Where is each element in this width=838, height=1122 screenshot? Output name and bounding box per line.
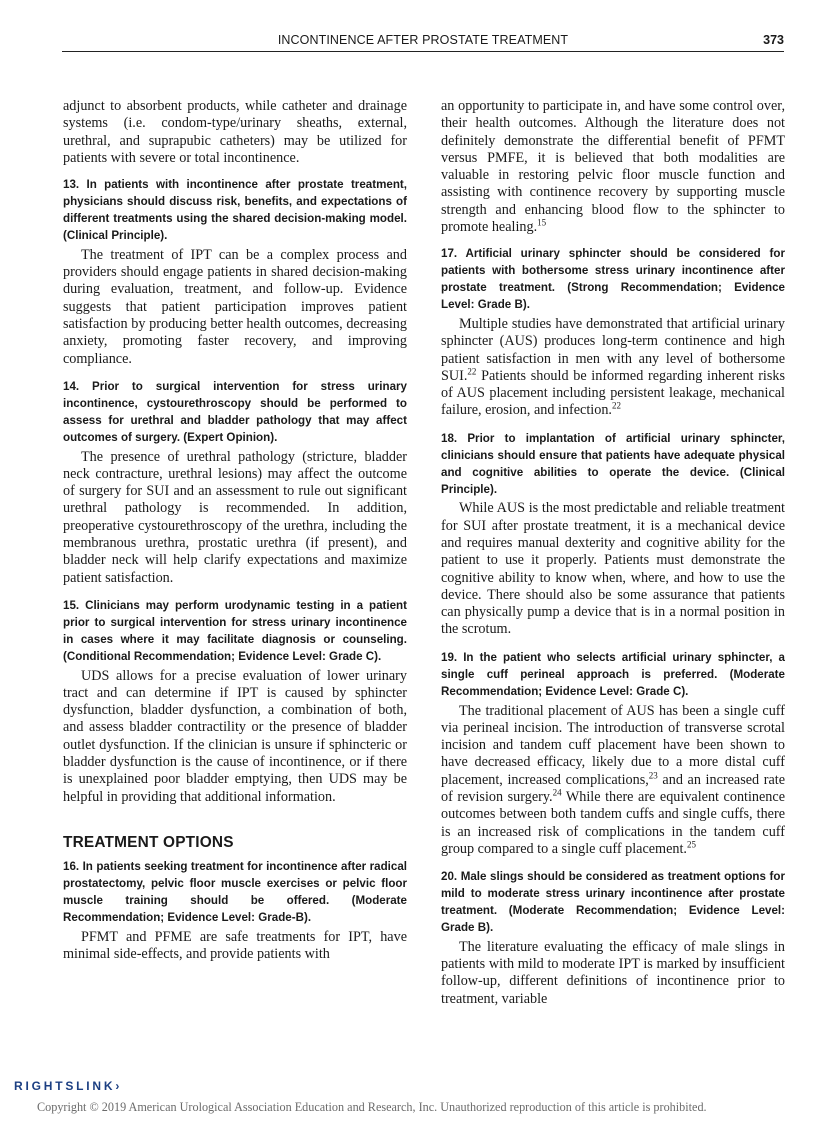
left-column: [63, 98, 407, 963]
paragraph-18: While AUS is the most predictable and reliable treatment for SUI after prostate treatment, it is a mechanical device and requires manual dexterity and cognitive ability for the patient to use it properly. Patients must demonstrate the cognitive ability to know when, where, and how to use the device. There should also be some assurance that patients can physically pump a device that is in a normal position in the scrotum.: [441, 500, 785, 638]
paragraph-14: The presence of urethral pathology (stricture, bladder neck contracture, urethral lesions) may affect the outcome of surgery for SUI and an assessment to rule out significant urethral pathology is recommended. In addition, preoperative cystourethroscopy of the urethra, including the membranous urethra, prostatic urethra (if present), and bladder neck will help clarify expectations and maximize patient satisfaction.: [63, 448, 407, 586]
paragraph-13: The treatment of IPT can be a complex process and providers should engage patients in shared decision-making during evaluation, treatment, and follow-up. Evidence suggests that patient participation improves patient satisfaction by producing better health outcomes, decreasing anxiety, promoting faster recovery, and improving compliance.: [63, 246, 407, 367]
citation-22: 22: [611, 400, 621, 411]
citation-23: 23: [648, 769, 658, 780]
paragraph-19: The traditional placement of AUS has been a single cuff via perineal incision. The introduction of transverse scrotal incision and tandem cuff placement have been shown to have decreased efficacy, likely due to a more distal cuff placement, increased complications,$^{23}$ and an increased rate of revision surgery.$^{24}$ While there are equivalent continence outcomes between both tandem cuffs and single cuffs, there is an increased risk of complications in the tandem cuff group compared to a single cuff placement.$^{25}$: [441, 702, 785, 857]
rightslink-arrow-icon: ›: [115, 1079, 123, 1093]
paragraph-17: Multiple studies have demonstrated that artificial urinary sphincter (AUS) produces long-term continence and high patient satisfaction in men with any level of bothersome SUI.$^{22}$ Patients should be informed regarding inherent risks of AUS placement including persistent leakage, mechanical failure, erosion, and infection.$^{22}$: [441, 316, 785, 419]
guideline-statement-14: 14. Prior to surgical intervention for stress urinary incontinence, cystourethroscopy should be performed to assess for urethral and bladder pathology that may affect outcomes of surgery. (Expert Opinion).: [63, 379, 407, 444]
right-column: [441, 98, 785, 1008]
paragraph-continued: adjunct to absorbent products, while catheter and drainage systems (i.e. condom-type/urinary sheaths, external, urethral, and suprapubic catheters) may be utilized for patients with severe or total incontinence.: [63, 98, 407, 166]
copyright-notice: Copyright © 2019 American Urological Association Education and Research, Inc. Unauthorized reproduction of this article is prohibited.: [37, 1100, 707, 1114]
running-header: [62, 33, 784, 49]
citation-22: 22: [467, 366, 477, 377]
paragraph-15: UDS allows for a precise evaluation of lower urinary tract and can determine if IPT is caused by sphincter dysfunction, bladder dysfunction, a combination of both, and assess bladder contractility or the presence of bladder outlet dysfunction. If the clinician is unsure if sphincteric or bladder dysfunction is the cause of incontinence, or if there is unexplained poor bladder emptying, then UDS may be helpful in providing that additional information.: [63, 667, 407, 805]
guideline-statement-18: 18. Prior to implantation of artificial urinary sphincter, clinicians should ensure that patients have adequate physical and cognitive abilities to operate the device. (Clinical Principle).: [441, 431, 785, 496]
page-number: 373: [763, 33, 784, 47]
running-title: INCONTINENCE AFTER PROSTATE TREATMENT: [277, 33, 569, 47]
section-heading-treatment-options: TREATMENT OPTIONS: [63, 833, 234, 851]
citation-24: 24: [552, 787, 562, 798]
guideline-statement-17: 17. Artificial urinary sphincter should be considered for patients with bothersome stress urinary incontinence after prostate treatment. (Strong Recommendation; Evidence Level: Grade B).: [441, 247, 785, 312]
rightslink-logo: RIGHTSLINK›: [14, 1079, 123, 1093]
citation-25: 25: [686, 839, 696, 850]
guideline-statement-20: 20. Male slings should be considered as treatment options for mild to moderate stress urinary incontinence after prostate treatment. (Moderate Recommendation; Evidence Level: Grade B).: [441, 870, 785, 934]
paragraph-continued-right: an opportunity to participate in, and have some control over, their health outcomes. Although the literature does not definitely demonstrate the differential benefit of PFMT versus PMFE, it is believed that both modalities are valuable in restoring pelvic floor muscle function and assisting with continence recovery by supporting muscle strength and enhancing blood flow to the sphincter to promote healing.$^{15}$: [441, 98, 785, 236]
guideline-statement-16: 16. In patients seeking treatment for incontinence after radical prostatectomy, pelvic floor muscle exercises or pelvic floor muscle training should be offered. (Moderate Recommendation; Evidence Level: Grade-B).: [63, 860, 407, 924]
citation-15: 15: [537, 217, 547, 228]
paragraph-16: PFMT and PFME are safe treatments for IPT, have minimal side-effects, and provide patients with: [63, 928, 407, 963]
header-rule: [62, 51, 784, 52]
guideline-statement-19: 19. In the patient who selects artificial urinary sphincter, a single cuff perineal approach is preferred. (Moderate Recommendation; Evidence Level: Grade C).: [441, 650, 785, 698]
guideline-statement-15: 15. Clinicians may perform urodynamic testing in a patient prior to surgical intervention for stress urinary incontinence in cases where it may facilitate diagnosis or counseling. (Conditional Recommendation; Evidence Level: Grade C).: [63, 598, 407, 663]
guideline-statement-13: 13. In patients with incontinence after prostate treatment, physicians should discuss risk, benefits, and expectations of different treatments using the shared decision-making model. (Clinical Principle).: [63, 178, 407, 242]
paragraph-20: The literature evaluating the efficacy of male slings in patients with mild to moderate IPT is marked by insufficient follow-up, different definitions of incontinence prior to treatment, variable: [441, 938, 785, 1007]
